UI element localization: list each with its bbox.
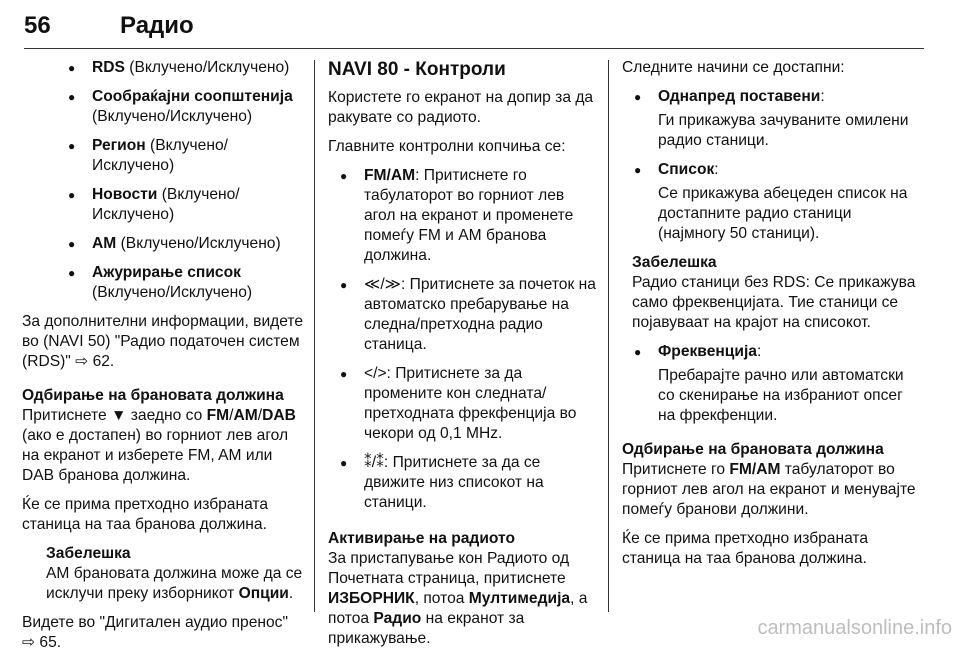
watermark: carmanualsonline.info <box>757 617 952 639</box>
list-item: ● Список: <box>622 160 922 180</box>
note <box>622 253 922 333</box>
item-label: RDS <box>92 59 125 76</box>
page-header <box>24 8 924 48</box>
section-title: Одбирање на брановата должина <box>22 387 284 404</box>
item-label: Регион <box>92 137 146 154</box>
list-item <box>22 185 304 225</box>
item-text: (Вклучено/Исклучено) <box>92 284 253 301</box>
paragraph: Ќе се прима претходно избраната станица на таа бранова должина. <box>622 530 869 567</box>
paragraph: Притиснете го FM/AM табулаторот во горниот лев агол на екранот и менувајте помеѓу бранови должини. <box>622 461 916 518</box>
column-divider <box>314 60 315 612</box>
column-3 <box>622 58 922 578</box>
item-text: (Вклучено/Исклучено) <box>124 59 290 76</box>
header-rule <box>24 48 924 49</box>
note-text: AM брановата должина може да се исклучи преку изборникот Опции. <box>46 565 303 602</box>
section-title: Одбирање на брановата должина <box>622 441 884 458</box>
section-heading: NAVI 80 - Контроли <box>328 59 506 80</box>
list-item-detail: Ги прикажува зачуваните омилени радио станици. <box>658 112 909 149</box>
list-item: ● FM/AM: Притиснете го табулаторот во горниот лев агол на екранот и променете помеѓу FM и AM бранова должина. <box>328 166 598 266</box>
column-2 <box>328 58 598 658</box>
item-text: (Вклучено/Исклучено) <box>116 235 281 252</box>
paragraph: Притиснете ▼ заедно со FM/AM/DAB (ако е достапен) во горниот лев агол на екранот и изберете FM, AM или DAB бранова должина. <box>22 407 296 484</box>
item-text: (Вклучено/ Исклучено) <box>92 186 240 223</box>
list-item <box>22 263 304 303</box>
paragraph: За дополнителни информации, видете во (NAVI 50) "Радио податочен систем (RDS)" ⇨ 62. <box>22 313 304 370</box>
note-title: Забелешка <box>632 254 717 271</box>
note-text: Радио станици без RDS: Се прикажува само фреквенцијата. Тие станици се појавуваат на крајот на списокот. <box>632 274 916 331</box>
list-item <box>22 58 304 78</box>
list-item: ● ⁑/⁑: Притиснете за да се движите низ списокот на станици. <box>328 453 598 513</box>
paragraph: Главните контролни копчиња се: <box>328 138 566 155</box>
column-divider <box>608 60 609 612</box>
column-1 <box>22 58 304 662</box>
section-title: Активирање на радиото <box>328 530 515 547</box>
page-number: 56 <box>24 12 51 39</box>
item-text: (Вклучено/ Исклучено) <box>92 137 228 174</box>
paragraph: Ќе се прима претходно избраната станица на таа бранова должина. <box>22 496 269 533</box>
list-item: ● ≪/≫: Притиснете за почеток на автоматско пребарување на следна/претходна радио станица. <box>328 275 598 355</box>
paragraph: За пристапување кон Радиото од Почетната страница, притиснете ИЗБОРНИК, потоа Мултимедија, а потоа Радио на екранот за прикажување. <box>328 550 588 647</box>
note <box>22 544 304 604</box>
item-text: (Вклучено/Исклучено) <box>92 108 253 125</box>
paragraph: Следните начини се достапни: <box>622 59 845 76</box>
item-label: Сообраќајни соопштенија <box>92 88 293 105</box>
page-title: Радио <box>120 12 194 39</box>
item-label: Новости <box>92 186 158 203</box>
item-label: Ажурирање список <box>92 264 241 281</box>
paragraph: Видете во "Дигитален аудио пренос" ⇨ 65. <box>22 614 289 651</box>
item-label: AM <box>92 235 117 252</box>
list-item-detail: Пребарајте рачно или автоматски со скенирање на избраниот опсег на фрекфенции. <box>658 367 904 424</box>
list-item: ● Фреквенција: <box>622 342 922 362</box>
list-item <box>22 136 304 176</box>
list-item: ● </>: Притиснете за да промените кон следната/ претходната фрекфенција во чекори од 0,1 MHz. <box>328 364 598 444</box>
note-title: Забелешка <box>46 545 131 562</box>
list-item <box>22 234 304 254</box>
list-item-detail: Се прикажува абецеден список на достапните радио станици (најмногу 50 станици). <box>658 185 908 242</box>
list-item <box>22 87 304 127</box>
list-item: ● Однапред поставени: <box>622 87 922 107</box>
paragraph: Користете го екранот на допир за да ракувате со радиото. <box>328 89 594 126</box>
